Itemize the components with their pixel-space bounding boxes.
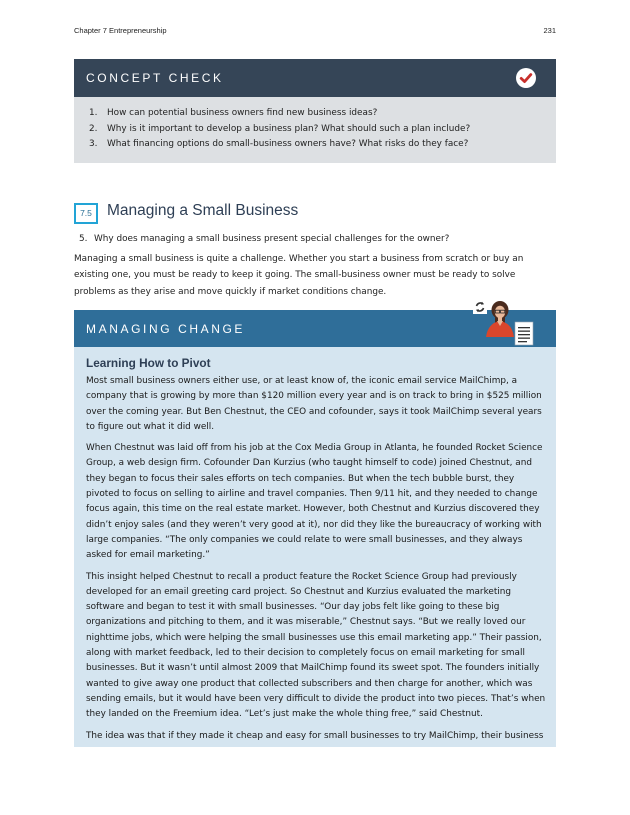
objective-text: Why does managing a small business present special challenges for the owner? bbox=[94, 234, 450, 244]
question-item bbox=[89, 106, 556, 122]
person-illustration bbox=[486, 301, 514, 337]
feature-paragraph: Most small business owners either use, or at least know of, the iconic email service MailChimp, a company that is growing by more than $120 million every year and is on track to bring in $525 million over the coming year. But Ben Chestnut, the CEO and cofounder, says it took MailChimp several years to figure out what it did well. bbox=[86, 376, 542, 432]
managing-change-body bbox=[74, 347, 556, 744]
question-text: What financing options do small-business owners have? What risks do they face? bbox=[107, 139, 469, 149]
question-item bbox=[89, 137, 556, 153]
question-number: 3. bbox=[89, 139, 98, 149]
question-number: 1. bbox=[89, 108, 98, 118]
feature-title: Learning How to Pivot bbox=[86, 356, 211, 370]
objective-number: 5. bbox=[79, 234, 88, 244]
question-text: Why is it important to develop a business plan? What should such a plan include? bbox=[107, 123, 471, 134]
question-text: How can potential business owners find new business ideas? bbox=[107, 108, 378, 118]
feature-paragraph: This insight helped Chestnut to recall a product feature the Rocket Science Group had previously developed for an email greeting card project. So Chestnut and Kurzius evaluated the marketing software and began to test it with small businesses. “Our day jobs felt like going to these big organizations and pitching to them, and it was miserable,” Chestnut says. “But we really loved our nighttime jobs, which were helping the small businesses use this email marketing app.” Their passion, along with market feedback, led to their decision to completely focus on email marketing for small businesses. But it wasn’t until almost 2009 that MailChimp found its sweet spot. The founders initially wanted to give away one product that collected subscribers and then charge for another, which was sending emails, but it would have been very difficult to divide the product into two pieces. That’s when they landed on the Freemium idea. “Let’s just make the whole thing free,” said Chestnut. bbox=[86, 571, 546, 720]
feature-paragraph: The idea was that if they made it cheap and easy for small businesses to try MailChimp, their business bbox=[86, 730, 544, 741]
question-list bbox=[74, 106, 556, 153]
section-number: 7.5 bbox=[74, 203, 98, 224]
document-icon bbox=[515, 322, 533, 345]
chapter-label: Chapter 7 Entrepreneurship bbox=[74, 26, 167, 35]
question-item bbox=[89, 122, 556, 138]
concept-check-body bbox=[74, 97, 556, 163]
check-circle-icon bbox=[516, 68, 536, 88]
learning-objective bbox=[79, 234, 449, 244]
section-title: Managing a Small Business bbox=[107, 202, 299, 219]
question-number: 2. bbox=[89, 123, 98, 134]
concept-check-title: CONCEPT CHECK bbox=[86, 71, 224, 85]
concept-check-header bbox=[74, 59, 556, 97]
page-number: 231 bbox=[543, 26, 556, 35]
feature-paragraph: When Chestnut was laid off from his job at the Cox Media Group in Atlanta, he founded Rocket Science Group, a web design firm. Cofounder Dan Kurzius (who taught himself to code) joined Chestnut, and they began to focus their sales efforts on tech companies. But when the tech bubble burst, they pivoted to focus on selling to airline and travel companies. Then 9/11 hit, and they needed to change focus again, this time on the real estate market. However, both Chestnut and Kurzius discovered they didn’t enjoy sales (and they weren’t very good at it), nor did they like the bureaucracy of working with large companies. “The only companies we could relate to were small businesses, and they always asked for email marketing.” bbox=[86, 443, 543, 561]
managing-change-box bbox=[74, 310, 556, 747]
change-illustration bbox=[472, 299, 542, 349]
intro-paragraph: Managing a small business is quite a challenge. Whether you start a business from scratch or buy an existing one, you must be ready to keep it going. The small-business owner must be ready to solve problems as they arise and move quickly if market conditions change. bbox=[74, 254, 524, 297]
refresh-icon bbox=[473, 300, 487, 314]
managing-change-title: MANAGING CHANGE bbox=[86, 322, 246, 336]
concept-check-box bbox=[74, 59, 556, 163]
